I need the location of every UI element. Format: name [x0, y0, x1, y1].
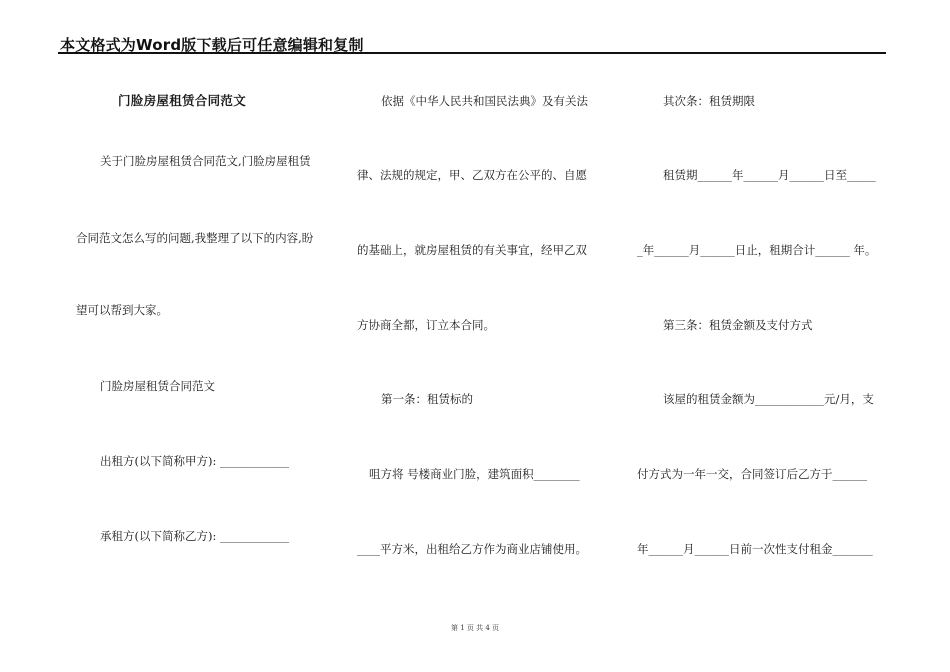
column-1 — [70, 0, 332, 672]
paragraph-line: 合同范文怎么写的问题,我整理了以下的内容,盼 — [76, 231, 314, 245]
paragraph-line: 的基础上，就房屋租赁的有关事宜，经甲乙双 — [357, 243, 587, 257]
article-heading: 第一条：租赁标的 — [381, 392, 473, 406]
paragraph-line: 方协商全都，订立本合同。 — [357, 318, 495, 332]
document-title: 门脸房屋租赁合同范文 — [118, 93, 247, 108]
column-2 — [357, 0, 607, 672]
lessor-field: 出租方(以下简称甲方): ____________ — [100, 454, 290, 468]
paragraph-line: 该屋的租赁金额为____________元/月，支 — [663, 392, 874, 406]
lessee-field: 承租方(以下简称乙方): ____________ — [100, 529, 290, 543]
paragraph-line: 租赁期______年______月______日至_____ — [663, 168, 876, 182]
paragraph-line: ____平方米，出租给乙方作为商业店铺使用。 — [357, 542, 587, 556]
paragraph-line: 年______月______日前一次性支付租金_______ — [637, 542, 873, 556]
paragraph-line: 咀方将 号楼商业门脸，建筑面积________ — [369, 467, 580, 481]
article-heading: 第三条：租赁金额及支付方式 — [663, 318, 813, 332]
paragraph-line: _年______月______日止，租期合计______ 年。 — [637, 243, 877, 257]
contract-heading: 门脸房屋租赁合同范文 — [100, 379, 215, 393]
paragraph-line: 望可以帮到大家。 — [76, 303, 168, 317]
column-3 — [637, 0, 887, 672]
page-number: 第 1 页 共 4 页 — [450, 624, 500, 632]
document-banner: 本文格式为Word版下载后可任意编辑和复制 — [60, 36, 364, 54]
paragraph-line: 付方式为一年一交，合同签订后乙方于______ — [637, 467, 867, 481]
paragraph-line: 关于门脸房屋租赁合同范文,门脸房屋租赁 — [100, 154, 311, 168]
paragraph-line: 依据《中华人民共和国民法典》及有关法 — [381, 94, 588, 108]
paragraph-line: 律、法规的规定，甲、乙双方在公平的、自愿 — [357, 168, 587, 182]
article-heading: 其次条：租赁期限 — [663, 94, 755, 108]
